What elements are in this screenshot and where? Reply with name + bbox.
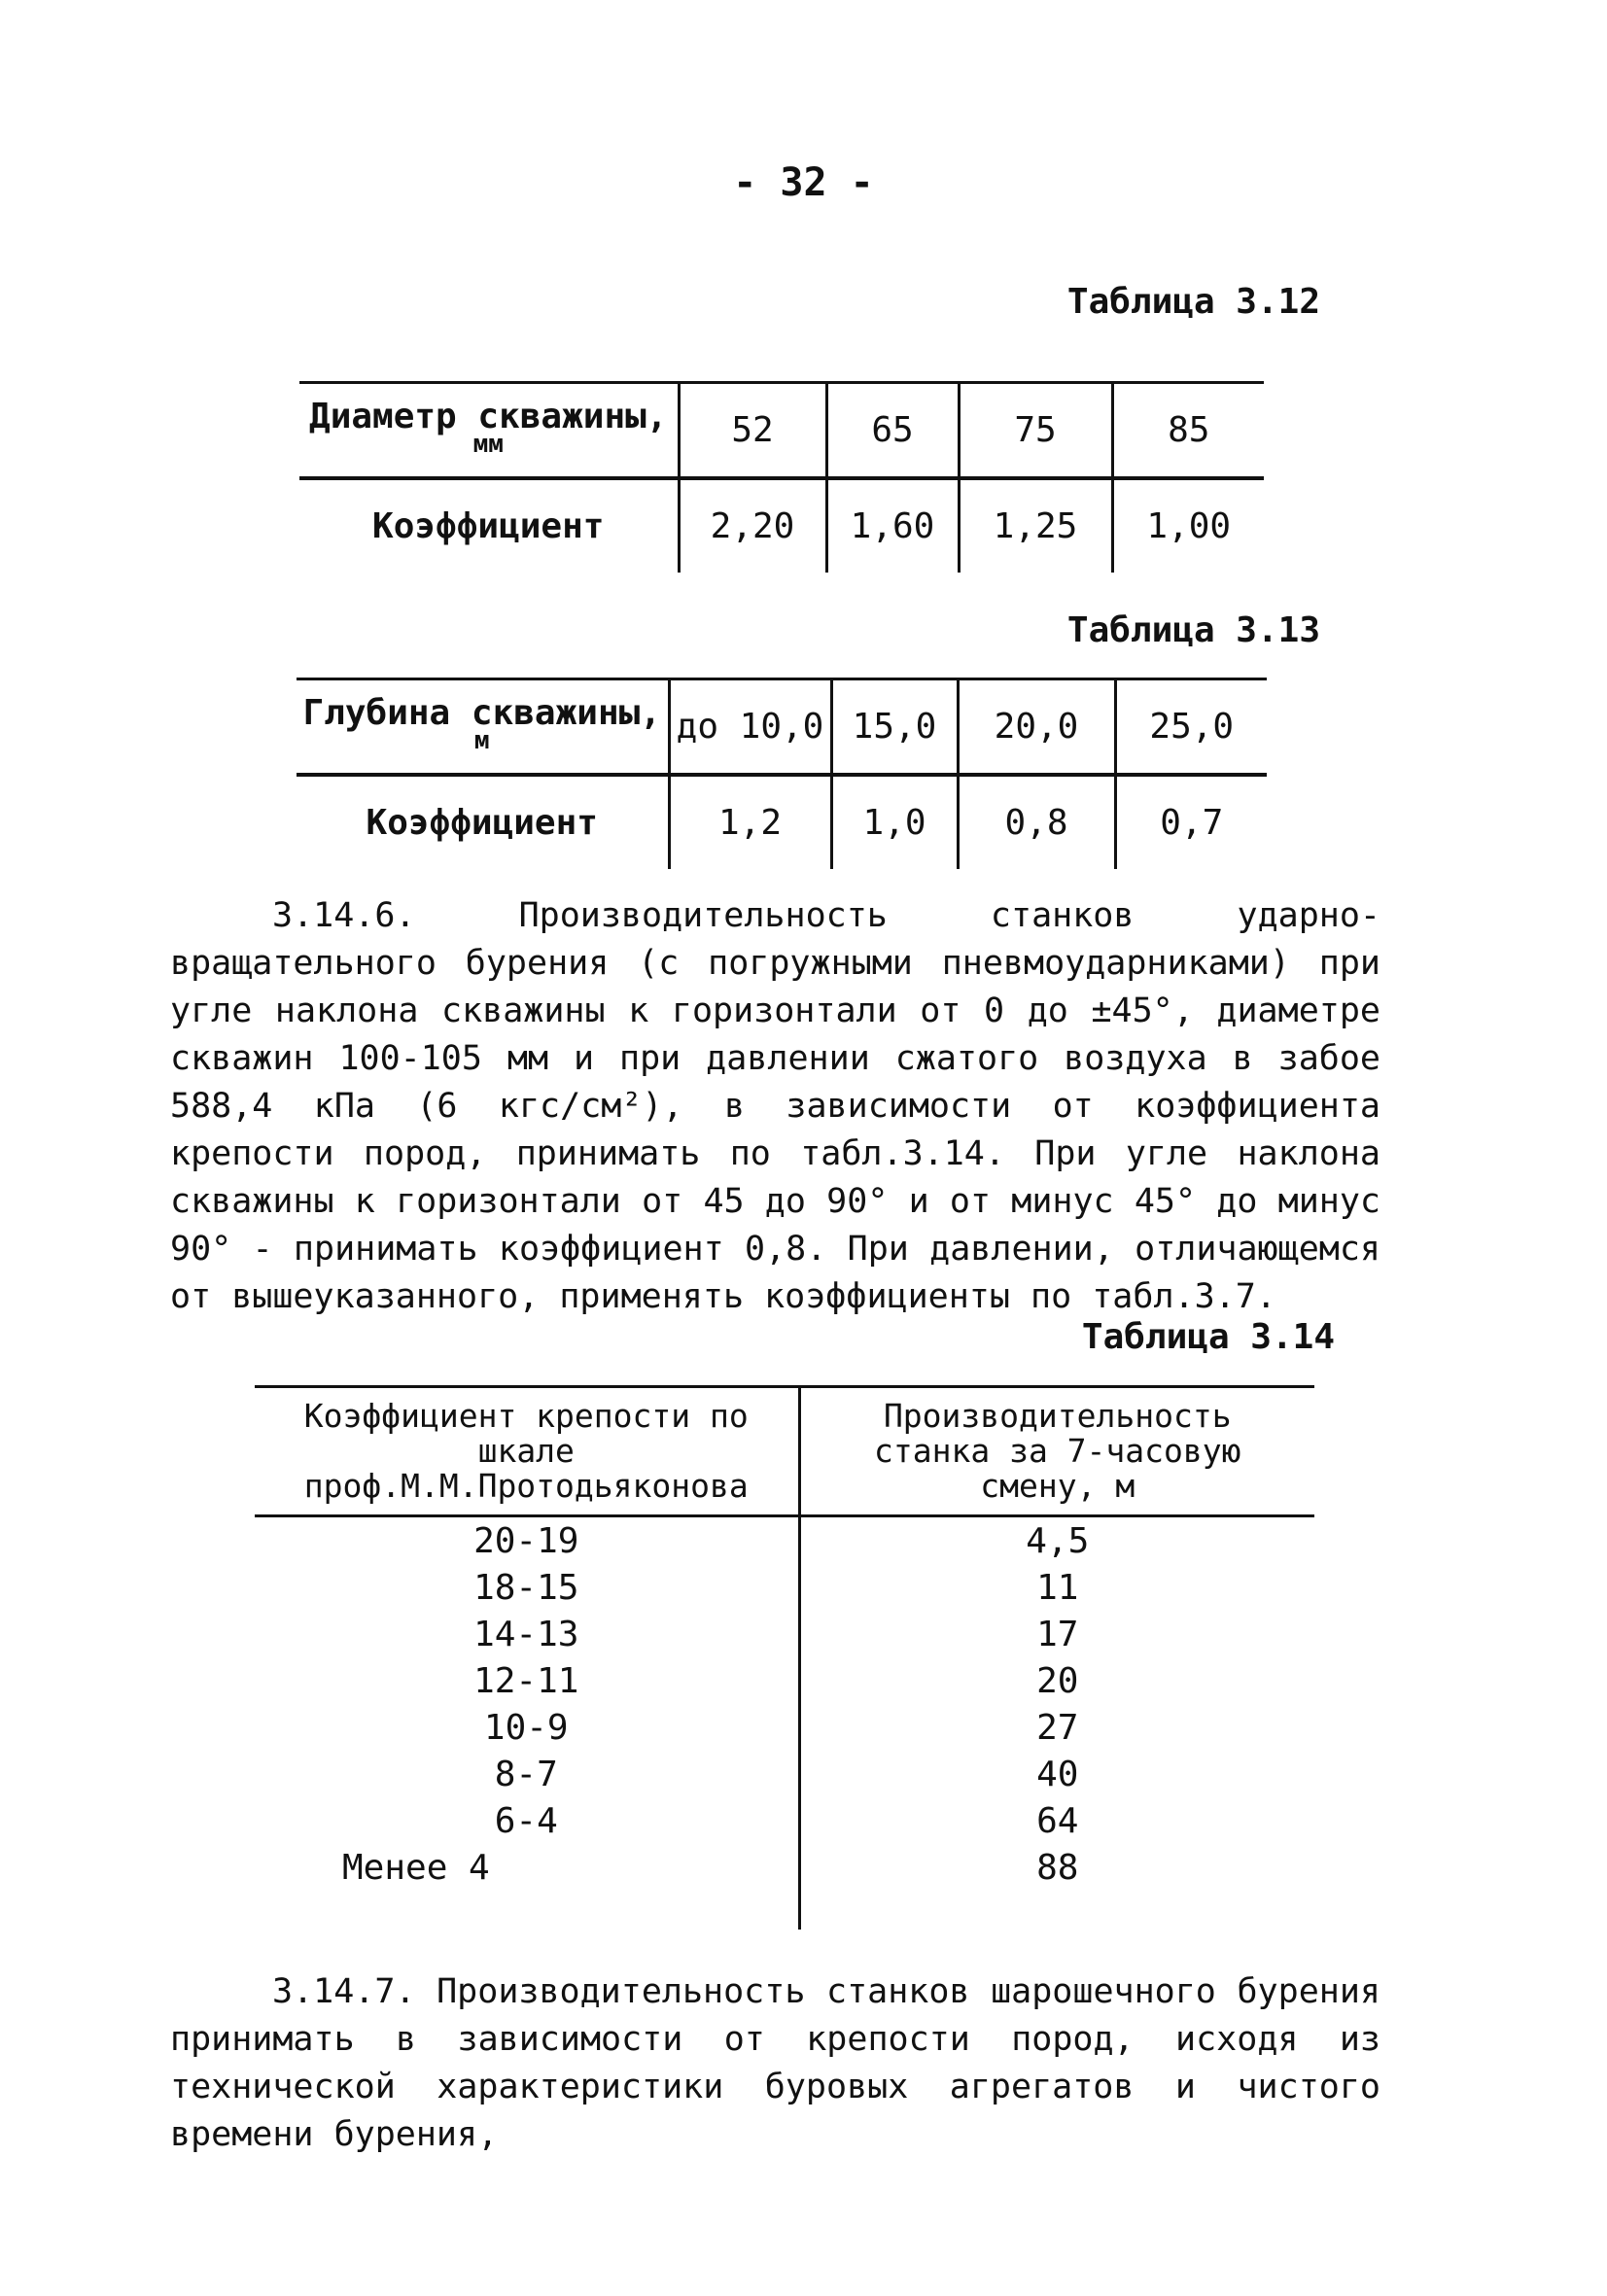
- table-3-13: [297, 678, 1267, 869]
- table-row: [255, 1516, 1314, 1565]
- table-3-14-productivity: 64: [799, 1797, 1314, 1844]
- table-3-13-col-1: до 10,0: [669, 679, 831, 776]
- table-3-14-strength: 14-13: [473, 1614, 579, 1654]
- table-3-13-row-label: Коэффициент: [366, 802, 598, 843]
- table-3-14-strength: Менее 4: [342, 1847, 490, 1888]
- table-3-12-col-1: 52: [679, 383, 826, 479]
- table-3-12: [299, 381, 1264, 573]
- table-3-12-value-1: 2,20: [679, 478, 826, 573]
- table-3-12-value-row: [299, 478, 1264, 573]
- table-3-12-caption: Таблица 3.12: [1066, 282, 1320, 322]
- table-3-13-col-3: 20,0: [958, 679, 1115, 776]
- table-3-12-col-3: 75: [959, 383, 1112, 479]
- table-3-13-value-4: 0,7: [1115, 775, 1267, 869]
- table-3-14-header-col-1: Коэффициент крепости по шкале проф.М.М.Протодьяконова: [255, 1387, 799, 1516]
- table-3-14-header-col-2: Производительность станка за 7-часовую смену, м: [799, 1387, 1314, 1516]
- table-3-12-value-4: 1,00: [1112, 478, 1264, 573]
- page-number: - 32 -: [733, 160, 874, 205]
- table-3-13-value-1: 1,2: [669, 775, 831, 869]
- table-3-13-value-2: 1,0: [831, 775, 958, 869]
- table-3-12-row-label: Коэффициент: [372, 505, 605, 546]
- table-3-14-strength: 20-19: [473, 1520, 579, 1561]
- table-row: [255, 1564, 1314, 1611]
- table-3-14-productivity: 4,5: [799, 1516, 1314, 1565]
- table-3-14-strength: 8-7: [494, 1754, 558, 1794]
- table-3-13-value-row: [297, 775, 1267, 869]
- table-3-14-productivity: 17: [799, 1611, 1314, 1657]
- table-3-13-caption: Таблица 3.13: [1066, 610, 1320, 650]
- table-3-14-strength: 10-9: [483, 1707, 569, 1748]
- table-3-13-col-4: 25,0: [1115, 679, 1267, 776]
- table-row: [255, 1657, 1314, 1704]
- paragraph-3-14-7: [170, 1968, 1380, 2159]
- table-3-12-col-4: 85: [1112, 383, 1264, 479]
- table-row: [255, 1844, 1314, 1930]
- table-3-14-header-row: [255, 1387, 1314, 1516]
- table-3-14-strength: 18-15: [473, 1567, 579, 1608]
- table-3-12-col-2: 65: [826, 383, 959, 479]
- table-row: [255, 1611, 1314, 1657]
- table-row: [255, 1704, 1314, 1751]
- table-3-14-productivity: 20: [799, 1657, 1314, 1704]
- table-3-12-value-2: 1,60: [826, 478, 959, 573]
- table-3-14-strength: 6-4: [494, 1800, 558, 1841]
- table-3-14-productivity: 11: [799, 1564, 1314, 1611]
- table-3-13-header-label: [297, 679, 669, 776]
- paragraph-3-14-6: [170, 892, 1380, 1321]
- table-row: [255, 1797, 1314, 1844]
- header-unit-text: м: [473, 725, 490, 755]
- table-3-14-strength: 12-11: [473, 1660, 579, 1701]
- table-3-12-value-3: 1,25: [959, 478, 1112, 573]
- header-unit-text: мм: [472, 429, 504, 459]
- table-3-14-productivity: 40: [799, 1751, 1314, 1797]
- header-label-text: Глубина скважины,: [302, 692, 661, 733]
- table-3-13-col-2: 15,0: [831, 679, 958, 776]
- table-row: [255, 1751, 1314, 1797]
- table-3-13-header-row: [297, 679, 1267, 776]
- table-3-14: [255, 1385, 1314, 1930]
- table-3-12-header-row: [299, 383, 1264, 479]
- table-3-13-value-3: 0,8: [958, 775, 1115, 869]
- table-3-14-productivity: 27: [799, 1704, 1314, 1751]
- paragraph-3-14-7-text: 3.14.7. Производительность станков шарошечного бурения принимать в зависимости от крепости пород, исходя из технической характеристики буровых агрегатов и чистого времени бурения,: [170, 1972, 1380, 2154]
- header-label-text: Диаметр скважины,: [309, 396, 668, 436]
- table-3-12-header-label: [299, 383, 679, 479]
- paragraph-3-14-6-text: 3.14.6. Производительность станков ударно-вращательного бурения (с погружными пневмоударниками) при угле наклона скважины к горизонтали от 0 до ±45°, диаметре скважин 100-105 мм и при давлении сжатого воздуха в забое 588,4 кПа (6 кгс/см²), в зависимости от коэффициента крепости пород, принимать по табл.3.14. При угле наклона скважины к горизонтали от 45 до 90° и от минус 45° до минус 90° - принимать коэффициент 0,8. При давлении, отличающемся от вышеуказанного, применять коэффициенты по табл.3.7.: [170, 896, 1380, 1316]
- table-3-14-caption: Таблица 3.14: [1081, 1317, 1335, 1357]
- table-3-14-productivity: 88: [799, 1844, 1314, 1930]
